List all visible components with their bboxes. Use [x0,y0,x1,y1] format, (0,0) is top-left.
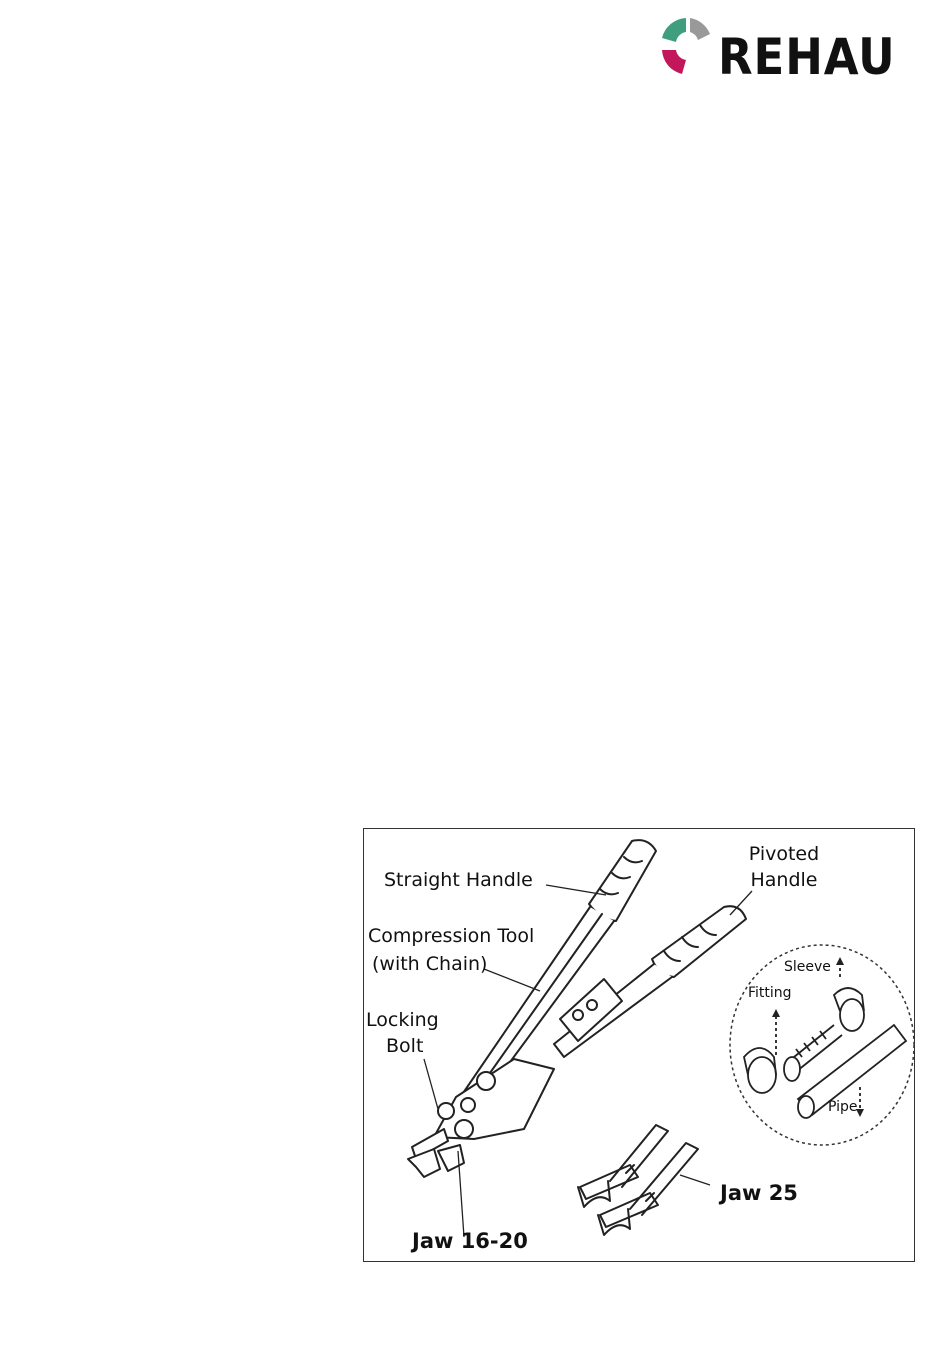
rehau-logo [656,12,896,92]
label-pivoted-handle-line2: Handle [750,869,818,891]
label-compression-tool-line1: Compression Tool [368,925,535,947]
jaw-25-pieces [578,1125,698,1235]
straight-handle-grip [589,840,656,921]
brand-name: REHAU [718,28,896,86]
label-jaw-25: Jaw 25 [720,1181,798,1205]
label-sleeve: Sleeve [784,959,831,975]
pivoted-handle-grip [652,906,746,977]
label-fitting: Fitting [748,985,792,1001]
tool-diagram [363,828,915,1262]
compression-tool-illustration [364,829,916,1263]
label-pipe: Pipe [828,1099,858,1115]
label-locking-bolt-line2: Bolt [386,1035,424,1057]
label-straight-handle: Straight Handle [384,869,533,891]
label-compression-tool-line2: (with Chain) [372,953,488,975]
rehau-logo-mark-icon [656,12,716,82]
label-locking-bolt-line1: Locking [366,1009,439,1031]
label-pivoted-handle-line1: Pivoted [748,843,820,865]
label-jaw-16-20: Jaw 16-20 [412,1229,528,1253]
